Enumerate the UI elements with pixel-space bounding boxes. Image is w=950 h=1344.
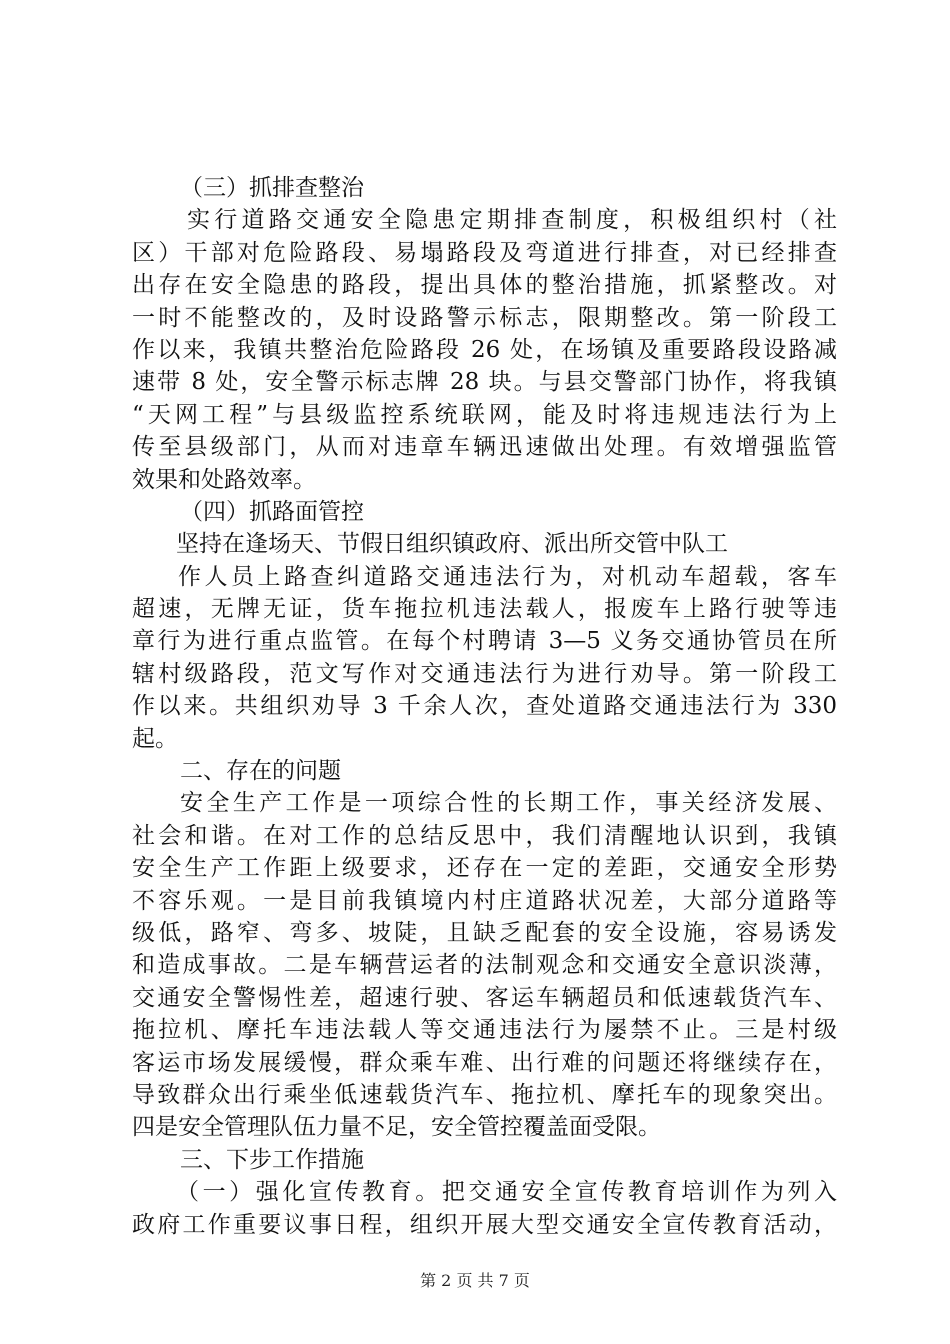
paragraph-line: 一时不能整改的，及时设路警示标志，限期整改。第一阶段工 [132,304,837,331]
paragraph-line: 区）干部对危险路段、易塌路段及弯道进行排查，对已经排查 [132,239,837,266]
paragraph-line: 速带 8 处，安全警示标志牌 28 块。与县交警部门协作，将我镇 [132,369,837,396]
paragraph-line: 作以来。共组织劝导 3 千余人次，查处道路交通违法行为 330 [132,693,837,720]
paragraph-line: 安全生产工作距上级要求，还存在一定的差距，交通安全形势 [132,855,837,882]
section-heading: 二、存在的问题 [180,758,341,785]
paragraph-line: 拖拉机、摩托车违法载人等交通违法行为屡禁不止。三是村级 [132,1017,837,1044]
paragraph-line: 社会和谐。在对工作的总结反思中，我们清醒地认识到，我镇 [132,822,837,849]
paragraph-line: 交通安全警惕性差，超速行驶、客运车辆超员和低速载货汽车、 [132,984,837,1011]
paragraph-line: 政府工作重要议事日程，组织开展大型交通安全宣传教育活动， [132,1211,837,1238]
paragraph-line: 传至县级部门，从而对违章车辆迅速做出处理。有效增强监管 [132,434,837,461]
paragraph-line: 起。 [132,725,178,752]
section-heading: （四）抓路面管控 [180,498,364,525]
paragraph-line: 坚持在逢场天、节假日组织镇政府、派出所交管中队工 [176,531,728,558]
paragraph-line: 不容乐观。一是目前我镇境内村庄道路状况差，大部分道路等 [132,887,837,914]
paragraph-line: 辖村级路段，范文写作对交通违法行为进行劝导。第一阶段工 [132,660,837,687]
paragraph-line: 实行道路交通安全隐患定期排查制度，积极组织村（社 [187,207,837,234]
paragraph-line: （一）强化宣传教育。把交通安全宣传教育培训作为列入 [176,1179,837,1206]
paragraph-line: 四是安全管理队伍力量不足，安全管控覆盖面受限。 [132,1114,661,1141]
paragraph-line: 安全生产工作是一项综合性的长期工作，事关经济发展、 [180,790,837,817]
paragraph-line: 作以来，我镇共整治危险路段 26 处，在场镇及重要路段设路减 [132,336,837,363]
paragraph-line: 章行为进行重点监管。在每个村聘请 3—5 义务交通协管员在所 [132,628,837,655]
paragraph-line: 作人员上路查纠道路交通违法行为，对机动车超载，客车 [178,563,837,590]
paragraph-line: 导致群众出行乘坐低速载货汽车、拖拉机、摩托车的现象突出。 [132,1081,837,1108]
document-body [132,172,837,1241]
paragraph-line: “天网工程”与县级监控系统联网，能及时将违规违法行为上 [132,401,837,428]
paragraph-line: 效果和处路效率。 [132,466,316,493]
paragraph-line: 客运市场发展缓慢，群众乘车难、出行难的问题还将继续存在， [132,1049,837,1076]
section-heading: 三、下步工作措施 [180,1146,364,1173]
paragraph-line: 和造成事故。二是车辆营运者的法制观念和交通安全意识淡薄， [132,952,837,979]
page-number-footer: 第 2 页 共 7 页 [420,1271,530,1290]
paragraph-line: 超速，无牌无证，货车拖拉机违法载人，报废车上路行驶等违 [132,596,837,623]
paragraph-line: 级低，路窄、弯多、坡陡，且缺乏配套的安全设施，容易诱发 [132,919,837,946]
paragraph-line: 出存在安全隐患的路段，提出具体的整治措施，抓紧整改。对 [132,272,837,299]
section-heading: （三）抓排查整治 [180,175,364,201]
